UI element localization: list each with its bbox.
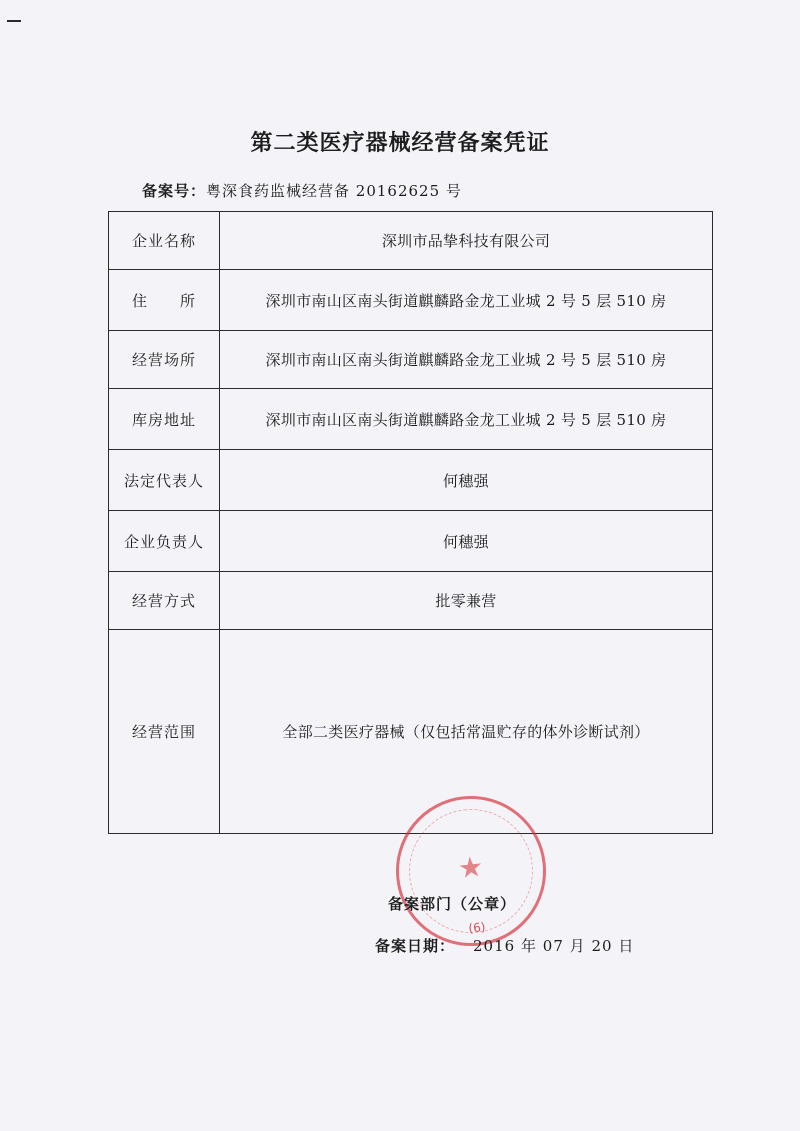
row-label-person-in-charge: 企业负责人 [109,511,220,572]
seal-star-icon: ★ [456,849,485,886]
department-seal-label: 备案部门（公章） [388,895,517,913]
row-value-person-in-charge: 何穗强 [220,511,713,572]
table-row [109,212,713,270]
corner-mark [7,20,21,22]
row-label-domicile: 住 所 [109,270,220,331]
record-date-year: 2016 [473,937,516,955]
record-date-day-unit: 日 [618,937,635,955]
table-row [109,270,713,331]
record-number-label: 备案号： [142,182,207,200]
table-row [109,511,713,572]
row-value-business-mode: 批零兼营 [220,572,713,630]
table-row [109,389,713,450]
row-value-business-scope: 全部二类医疗器械（仅包括常温贮存的体外诊断试剂） [220,630,713,834]
row-value-domicile: 深圳市南山区南头街道麒麟路金龙工业城 2 号 5 层 510 房 [220,270,713,331]
record-number-value: 粤深食药监械经营备 20162625 号 [206,182,462,200]
row-value-company-name: 深圳市品挚科技有限公司 [220,212,713,270]
table-row [109,331,713,389]
row-label-legal-representative: 法定代表人 [109,450,220,511]
row-value-legal-representative: 何穗强 [220,450,713,511]
record-date-month: 07 [542,937,564,955]
row-value-warehouse-address: 深圳市南山区南头街道麒麟路金龙工业城 2 号 5 层 510 房 [220,389,713,450]
record-date [375,935,634,956]
row-value-business-premises: 深圳市南山区南头街道麒麟路金龙工业城 2 号 5 层 510 房 [220,331,713,389]
document-title: 第二类医疗器械经营备案凭证 [250,130,550,156]
certificate-table [108,211,713,834]
record-date-day: 20 [591,937,613,955]
record-date-year-unit: 年 [520,937,537,955]
record-date-label: 备案日期： [375,937,456,955]
table-row [109,572,713,630]
record-date-month-unit: 月 [569,937,586,955]
table-row [109,630,713,834]
row-label-business-scope: 经营范围 [109,630,220,834]
row-label-business-premises: 经营场所 [109,331,220,389]
row-label-business-mode: 经营方式 [109,572,220,630]
seal-number: (6) [467,919,487,936]
row-label-company-name: 企业名称 [109,212,220,270]
row-label-warehouse-address: 库房地址 [109,389,220,450]
table-row [109,450,713,511]
record-number [142,180,462,201]
